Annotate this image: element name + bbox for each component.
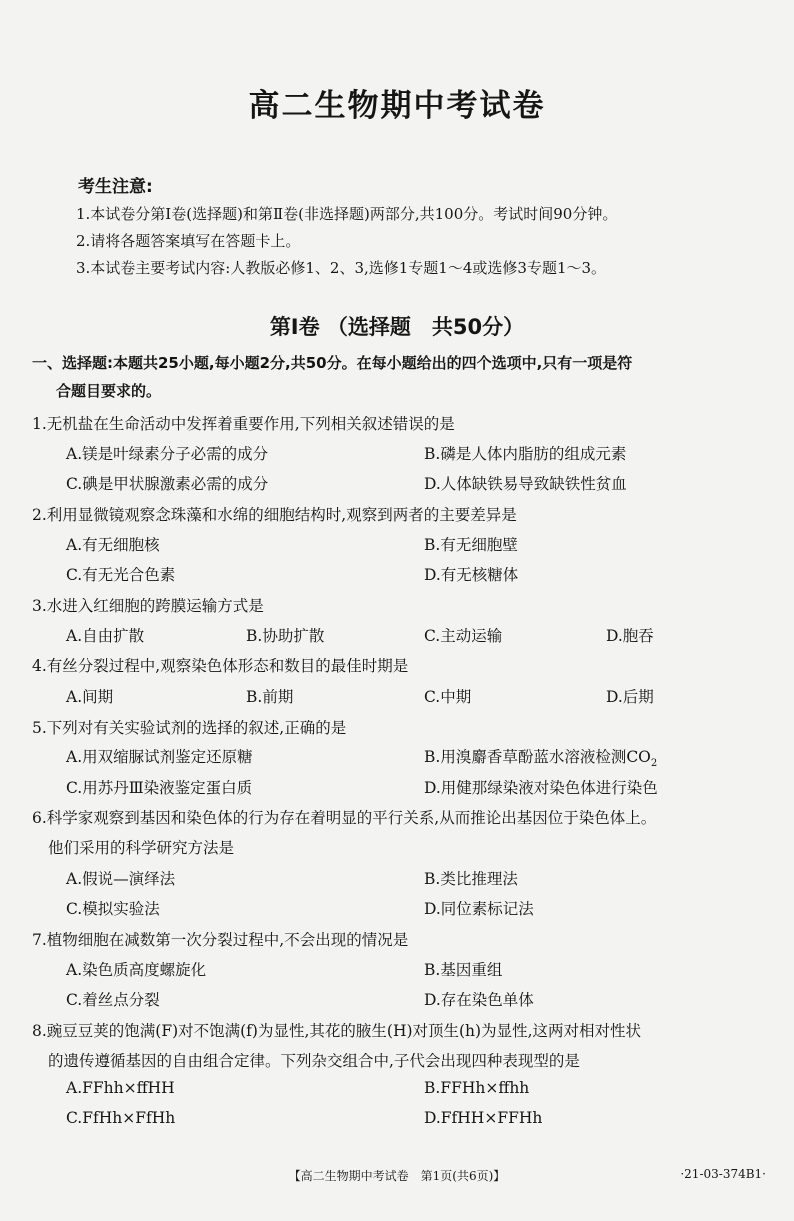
option-d: D.用健那绿染液对染色体进行染色 xyxy=(424,779,658,797)
option-a: A.用双缩脲试剂鉴定还原糖 xyxy=(66,748,253,766)
question-stem-cont: 的遗传遵循基因的自由组合定律。下列杂交组合中,子代会出现四种表现型的是 xyxy=(48,1052,580,1070)
option-b: B.有无细胞壁 xyxy=(424,536,518,554)
option-b: B.类比推理法 xyxy=(424,870,518,888)
option-c: C.用苏丹Ⅲ染液鉴定蛋白质 xyxy=(66,779,253,797)
option-a: A.染色质高度螺旋化 xyxy=(66,961,207,979)
option-b-text: B.用溴麝香草酚蓝水溶液检测CO xyxy=(424,748,651,766)
option-b: B.磷是人体内脂肪的组成元素 xyxy=(424,445,627,463)
option-d: D.同位素标记法 xyxy=(424,900,534,918)
question-stem: 2.利用显微镜观察念珠藻和水绵的细胞结构时,观察到两者的主要差异是 xyxy=(32,506,517,524)
question-stem: 8.豌豆豆荚的饱满(F)对不饱满(f)为显性,其花的腋生(H)对顶生(h)为显性,这两对相对性状 xyxy=(32,1022,642,1040)
option-a: A.自由扩散 xyxy=(66,627,145,645)
question-stem: 6.科学家观察到基因和染色体的行为存在着明显的平行关系,从而推论出基因位于染色体上。 xyxy=(32,809,657,827)
page-footer: 【高二生物期中考试卷 第1页(共6页)】 xyxy=(288,1169,506,1183)
notice-heading: 考生注意: xyxy=(78,177,153,197)
notice-item: 1.本试卷分第Ⅰ卷(选择题)和第Ⅱ卷(非选择题)两部分,共100分。考试时间90分钟。 xyxy=(76,205,618,223)
option-a: A.有无细胞核 xyxy=(66,536,160,554)
page-title: 高二生物期中考试卷 xyxy=(248,88,546,124)
option-d: D.人体缺铁易导致缺铁性贫血 xyxy=(424,475,627,493)
option-b: B.协助扩散 xyxy=(246,627,325,645)
instructions-line: 合题目要求的。 xyxy=(56,382,162,400)
option-d: D.存在染色单体 xyxy=(424,991,534,1009)
notice-item: 3.本试卷主要考试内容:人教版必修1、2、3,选修1专题1～4或选修3专题1～3。 xyxy=(76,259,607,277)
option-a: A.间期 xyxy=(66,688,114,706)
option-c: C.模拟实验法 xyxy=(66,900,160,918)
option-a: A.FFhh×ffHH xyxy=(66,1079,175,1097)
question-stem: 1.无机盐在生命活动中发挥着重要作用,下列相关叙述错误的是 xyxy=(32,415,455,433)
option-c: C.FfHh×FfHh xyxy=(66,1109,176,1127)
instructions-line: 一、选择题:本题共25小题,每小题2分,共50分。在每小题给出的四个选项中,只有一项是符 xyxy=(32,354,633,372)
section-title: 第Ⅰ卷 （选择题 共50分） xyxy=(269,315,525,339)
option-b: B.FFHh×ffhh xyxy=(424,1079,530,1097)
option-a: A.镁是叶绿素分子必需的成分 xyxy=(66,445,269,463)
option-b-subscript: 2 xyxy=(650,758,658,770)
option-d: D.后期 xyxy=(606,688,654,706)
notice-item: 2.请将各题答案填写在答题卡上。 xyxy=(76,232,301,250)
option-d: D.胞吞 xyxy=(606,627,654,645)
option-c: C.着丝点分裂 xyxy=(66,991,160,1009)
option-b xyxy=(424,745,657,769)
question-stem: 4.有丝分裂过程中,观察染色体形态和数目的最佳时期是 xyxy=(32,657,409,675)
question-stem: 7.植物细胞在减数第一次分裂过程中,不会出现的情况是 xyxy=(32,931,409,949)
option-d: D.有无核糖体 xyxy=(424,566,519,584)
option-d: D.FfHH×FFHh xyxy=(424,1109,543,1127)
option-b: B.基因重组 xyxy=(424,961,503,979)
option-c: C.中期 xyxy=(424,688,472,706)
option-c: C.碘是甲状腺激素必需的成分 xyxy=(66,475,269,493)
exam-code: ·21-03-374B1· xyxy=(680,1167,766,1181)
option-b: B.前期 xyxy=(246,688,294,706)
option-c: C.主动运输 xyxy=(424,627,503,645)
question-stem-cont: 他们采用的科学研究方法是 xyxy=(48,839,235,857)
option-a: A.假说—演绎法 xyxy=(66,870,176,888)
option-c: C.有无光合色素 xyxy=(66,566,176,584)
question-stem: 3.水进入红细胞的跨膜运输方式是 xyxy=(32,597,264,615)
question-stem: 5.下列对有关实验试剂的选择的叙述,正确的是 xyxy=(32,719,347,737)
